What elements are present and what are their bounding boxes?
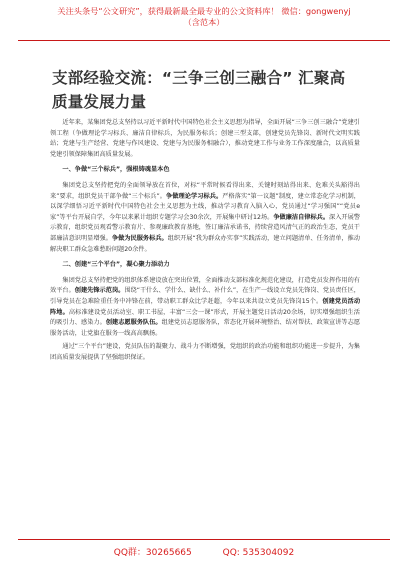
s1-bold-3: 争做为民服务标兵。 bbox=[111, 234, 168, 242]
section2-paragraph bbox=[50, 276, 360, 340]
s2-text-3: 组建党员志愿服务队，常态化开展环境整治、结对帮扶、政策宣讲等志愿服务活动，让党旗在服务一线高高飘扬。 bbox=[50, 319, 361, 337]
s2-text-2: 高标准建设党员活动室、职工书屋，丰富“三会一课”形式，开展主题党日活动20余场，切实增强组织生活的吸引力、感染力。 bbox=[50, 308, 360, 327]
s1-text-3: 组织开展“我为群众办实事”实践活动，建立问题清单、任务清单，推动解决职工群众急难愁盼问题20余件。 bbox=[50, 234, 360, 253]
section2-paragraph-2: 通过“三个平台”建设，党员队伍的凝聚力、战斗力不断增强，党组织的政治功能和组织功能进一步提升，为集团高质量发展提供了坚强组织保证。 bbox=[50, 343, 360, 361]
s1-bold-1: 争做理论学习标兵。 bbox=[166, 192, 223, 200]
promo-line-2: （含范本） bbox=[183, 17, 225, 27]
s2-bold-2: 创建党员活动阵地。 bbox=[50, 297, 361, 316]
s2-bold-3: 创建志愿服务队伍。 bbox=[105, 319, 162, 327]
qq-number: QQ: 535304092 bbox=[222, 548, 295, 558]
s1-text: 集团党总支坚持把党的全面领导放在首位，对标“平常时候看得出来、关键时刻站得出来、危难关头豁得出来”要求，组织党员干部争做“三个标兵”。 bbox=[50, 181, 360, 200]
s2-text-1: 围绕“干什么、学什么、缺什么、补什么”，在生产一线设立党员先锋岗、党员责任区，引导党员在急难险重任务中冲锋在前，带动职工群众比学赶超，今年以来共设立党员先锋岗15个。 bbox=[50, 287, 360, 305]
intro-paragraph: 近年来，某集团党总支坚持以习近平新时代中国特色社会主义思想为指导，全面开展“三争三创三融合”党建引领工程（争做理论学习标兵、廉洁自律标兵，为民服务标兵；创建三型支部，创建党员先锋岗、新时代文明实践站；党建与生产经营、党建与作风建设、党建与为民服务相融合），推动党建工作与业务工作深度融合，以高质量党建引领保障集团高质量发展。 bbox=[50, 119, 360, 158]
article-title: 支部经验交流：“三争三创三融合” 汇聚高质量发展力量 bbox=[52, 69, 346, 111]
s1-bold-2: 争做廉洁自律标兵。 bbox=[273, 213, 330, 221]
s2-bold-1: 创建先锋示范岗。 bbox=[74, 287, 125, 295]
section-heading-1: 一、争做“三个标兵”，强根铸魂显本色 bbox=[62, 166, 170, 174]
section1-paragraph bbox=[50, 181, 360, 255]
section-heading-2: 二、创建“三个平台”，凝心聚力添动力 bbox=[62, 261, 170, 269]
footer-contact bbox=[0, 545, 408, 558]
header-divider bbox=[18, 40, 390, 41]
promo-line: 关注头条号“公文研究”，获得最新最全最专业的公文资料库！ 微信：gongwenyj bbox=[57, 6, 351, 16]
article-body bbox=[50, 118, 360, 366]
s2-text: 集团党总支坚持把党的组织体系建设放在突出位置，全面推动支部标准化规范化建设，打造党员发挥作用的有效平台。 bbox=[50, 276, 360, 295]
footer-divider bbox=[18, 539, 390, 540]
promo-header bbox=[0, 6, 408, 28]
s1-text-1: 严格落实“第一议题”制度，建立常态化学习机制，以深学细悟习近平新时代中国特色社会主义思想为主线，推动学习教育入脑入心，党员通过“学习强国”“党员e家”等平台开展自学，今年以来累计组织专题学习会30余次，开展集中研讨12场。 bbox=[50, 192, 360, 221]
qq-group: QQ群：30265665 bbox=[113, 548, 192, 558]
s1-text-2: 深入开展警示教育，组织党员观看警示教育片、参观廉政教育基地，签订廉洁承诺书，持续营造风清气正的政治生态，党员干部廉洁意识明显增强。 bbox=[50, 213, 361, 242]
